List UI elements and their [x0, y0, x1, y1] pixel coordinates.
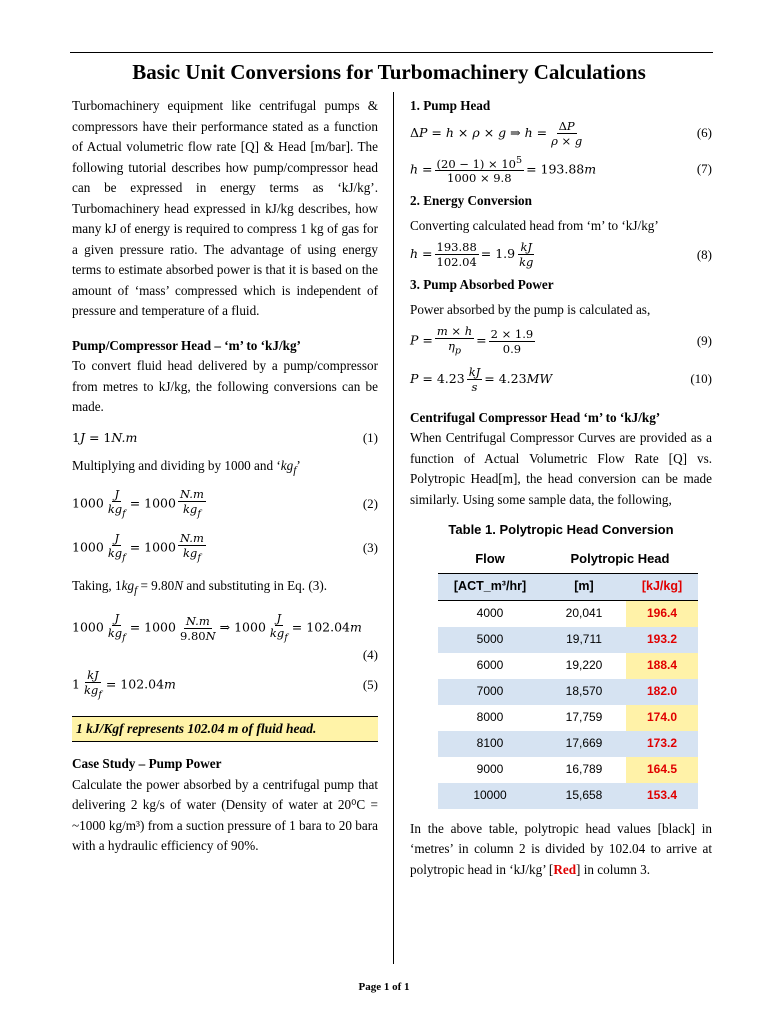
- right-column: [410, 96, 712, 880]
- closing-text-end: ] in column 3.: [576, 861, 651, 877]
- multiply-paragraph: Multiplying and dividing by 1000 and ‘$kg_f$’: [72, 458, 301, 477]
- equation-number: (5): [362, 676, 378, 692]
- cell-flow: 10000: [438, 783, 542, 809]
- table-caption: Table 1. Polytropic Head Conversion: [448, 522, 674, 538]
- equation-4: 1000 $\frac{J}{kg_f}$ = 1000 $\frac{N.m}{9.80N}$ ⇒ 1000 $\frac{J}{kg_f}$ = 102.04m: [72, 610, 362, 644]
- cell-kj: 196.4: [626, 600, 698, 627]
- cell-kj: 173.2: [626, 731, 698, 757]
- polytropic-head-table: [438, 547, 698, 809]
- col-header-flow: Flow: [438, 547, 542, 574]
- pump-head-heading: 1. Pump Head: [410, 98, 491, 113]
- page-number: Page 1 of 1: [358, 981, 410, 993]
- top-rule: [70, 52, 713, 53]
- cell-m: 20,041: [565, 606, 603, 621]
- case-study-heading: Case Study – Pump Power: [72, 756, 222, 772]
- cell-flow: 7000: [438, 679, 542, 705]
- compressor-paragraph: When Centrifugal Compressor Curves are provided as a function of Actual Volumetric Flow Rate [Q] vs. Polytropic Head[m], the head conversion can be made similarly. Using some sample data, the following,: [410, 430, 712, 507]
- highlight-note: 1 kJ/Kgf represents 102.04 m of fluid head.: [72, 716, 378, 743]
- equation-number: (8): [696, 246, 712, 262]
- equation-7: h = $\frac{(20 - 1) \times 10^5}{1000 \times 9.8}$ = 193.88m (7): [410, 154, 712, 186]
- absorbed-power-heading: 3. Pump Absorbed Power: [410, 277, 554, 293]
- cell-m: 19,220: [565, 658, 603, 673]
- equation-6: ΔP = h × ρ × g ⇒ h = $\frac{\Delta P}{\rho \times g}$ (6): [410, 118, 712, 148]
- equation-4-number-row: [72, 645, 378, 666]
- document-title: Basic Unit Conversions for Turbomachinery Calculations: [132, 60, 646, 84]
- case-study-paragraph: Calculate the power absorbed by a centrifugal pump that delivering 2 kg/s of water (Density of water at 20⁰C = ~1000 kg/m³) from a suction pressure of 1 bara to 20 bara with a hydraulic efficiency of 90%.: [72, 776, 378, 854]
- intro-paragraph: Turbomachinery equipment like centrifugal pumps & compressors have their performance stated as a function of Actual volumetric flow rate [Q] & Head [m/bar]. The following tutorial describes how pump/compressor head can be expressed in energy terms as ‘kJ/kg’. Turbomachinery head expressed in kJ/kg describes, how many kJ of energy is required to compress 1 kg of gas for a given pressure ratio. The advantage of using energy terms to estimate absorbed power is that it is based on the amount of ‘mass’ compressed which is independent of pressure and temperature of a fluid.: [72, 98, 378, 318]
- equation-number: (7): [696, 161, 712, 177]
- unit-m: [m]: [542, 573, 626, 600]
- equation-number: (3): [362, 540, 378, 556]
- compressor-heading: Centrifugal Compressor Head ‘m’ to ‘kJ/kg’: [410, 409, 661, 425]
- section-paragraph: To convert fluid head delivered by a pump/compressor from metres to kJ/kg, the following conversions can be made.: [72, 358, 378, 414]
- equation-1: 1J = 1N.m (1): [72, 428, 378, 449]
- equation-number: (2): [362, 496, 378, 512]
- unit-kj: [kJ/kg]: [626, 573, 698, 600]
- equation-number: (4): [362, 647, 378, 663]
- table-row: [438, 679, 698, 705]
- energy-conversion-heading: 2. Energy Conversion: [410, 193, 532, 209]
- cell-flow: 8100: [438, 731, 542, 757]
- closing-text: In the above table, polytropic head values [black] in ‘metres’ in column 2 is divided by 102.04 to arrive at polytropic head in ‘kJ/kg’ [: [410, 820, 712, 877]
- equation-number: (6): [696, 124, 712, 140]
- table-row: [438, 627, 698, 653]
- cell-kj: 153.4: [626, 783, 698, 809]
- cell-kj: 182.0: [626, 679, 698, 705]
- cell-kj: 174.0: [626, 705, 698, 731]
- cell-flow: 9000: [476, 762, 504, 777]
- cell-m: 19,711: [542, 627, 626, 653]
- closing-paragraph: [410, 819, 712, 881]
- cell-m: 15,658: [542, 783, 626, 809]
- equation-number: (1): [362, 429, 378, 445]
- page-footer: [0, 981, 768, 993]
- section-heading: Pump/Compressor Head – ‘m’ to ‘kJ/kg’: [72, 337, 301, 353]
- table-row: [438, 783, 698, 809]
- taking-paragraph: Taking, $1kg_f = 9.80N$ and substituting in Eq. (3).: [72, 577, 328, 597]
- cell-m: 16,789: [565, 762, 603, 777]
- cell-m: 17,759: [565, 710, 603, 725]
- cell-kj: 188.4: [626, 653, 698, 679]
- cell-kj: 164.5: [626, 757, 698, 783]
- equation-number: (9): [696, 333, 712, 349]
- table-row: [438, 731, 698, 757]
- equation-5: 1 $\frac{kJ}{kg_f}$ = 102.04m (5): [72, 667, 378, 700]
- cell-flow: 4000: [476, 606, 504, 621]
- equation-10: P = 4.23 $\frac{kJ}{s}$ = 4.23MW (10): [410, 364, 712, 394]
- equation-2: 1000 $\frac{J}{kg_f}$ = 1000 $\frac{N.m}{kg_f}$ (2): [72, 487, 378, 520]
- cell-flow: 8000: [476, 710, 504, 725]
- cell-flow: 5000: [438, 627, 542, 653]
- equation-8: h = $\frac{193.88}{102.04}$ = 1.9 $\frac{kJ}{kg}$ (8): [410, 240, 712, 270]
- table-row: [438, 705, 698, 731]
- absorbed-power-text: Power absorbed by the pump is calculated as,: [410, 301, 651, 317]
- cell-m: 18,570: [542, 679, 626, 705]
- col-header-polytropic-head: Polytropic Head: [542, 547, 698, 574]
- table-row: [438, 653, 698, 679]
- closing-red-word: Red: [553, 861, 577, 877]
- table-row: [438, 757, 698, 783]
- column-divider: [393, 92, 394, 964]
- equation-number: (10): [690, 370, 712, 386]
- unit-flow: [ACT_m³/hr]: [438, 573, 542, 600]
- energy-conversion-text: Converting calculated head from ‘m’ to ‘kJ/kg’: [410, 217, 659, 233]
- cell-m: 17,669: [542, 731, 626, 757]
- equation-3: 1000 $\frac{J}{kg_f}$ = 1000 $\frac{N.m}{kg_f}$ (3): [72, 531, 378, 564]
- left-column: [72, 96, 378, 857]
- cell-flow: 6000: [476, 658, 504, 673]
- equation-9: P = $\frac{m \times h}{\eta_p}$ = $\frac{2 \times 1.9}{0.9}$ (9): [410, 324, 712, 357]
- cell-kj: 193.2: [626, 627, 698, 653]
- table-row: [438, 600, 698, 627]
